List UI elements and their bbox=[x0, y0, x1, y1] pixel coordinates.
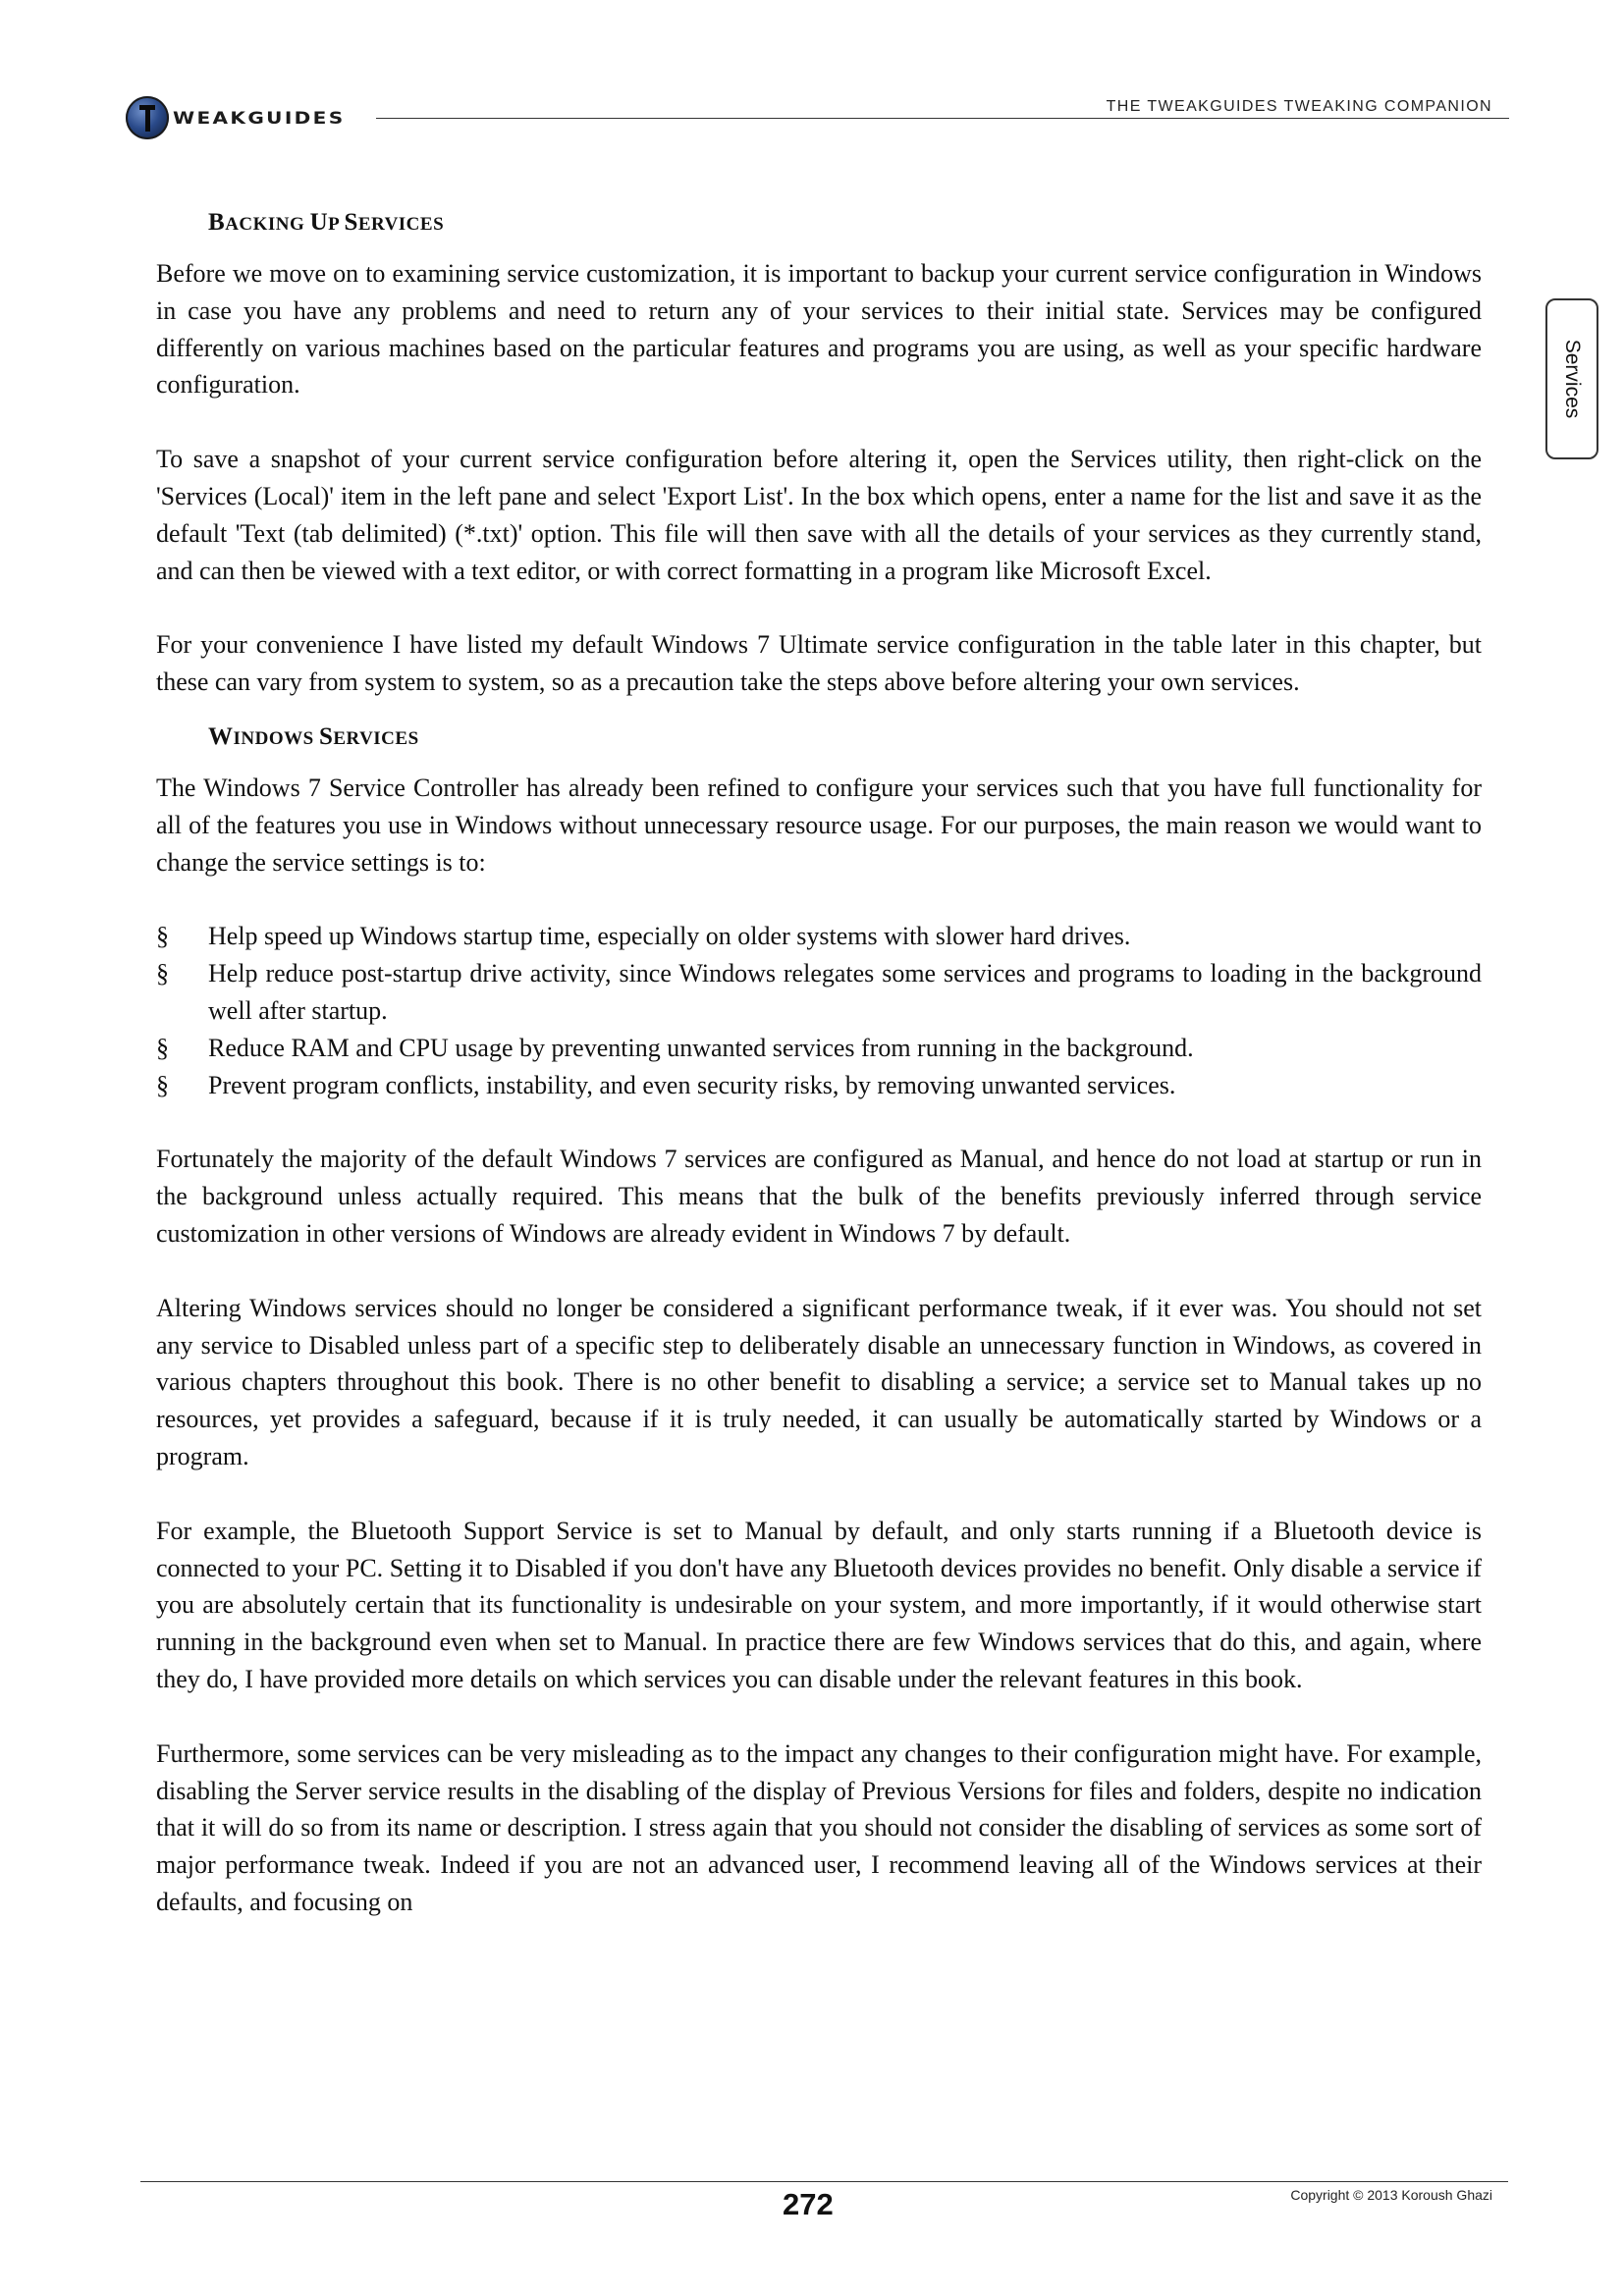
paragraph: Altering Windows services should no longer be considered a significant performance tweak, if it ever was. You should not set any service to Disabled unless part of a specific step to deliberately disable an unnecessary function in Windows, as covered in various chapters throughout this book. There is no other benefit to disabling a service; a service set to Manual takes up no resources, yet provides a safeguard, because if it is truly needed, it can usually be automatically started by Windows or a program. bbox=[156, 1293, 1482, 1470]
section-heading-backing-up: BACKING UP SERVICES bbox=[208, 209, 445, 236]
bullet-list bbox=[156, 918, 1482, 1103]
page-header bbox=[0, 0, 1624, 157]
paragraph: The Windows 7 Service Controller has already been refined to configure your services such that you have full functionality for all of the features you use in Windows without unnecessary resource usage. For our purposes, the main reason we would want to change the service settings is to: bbox=[156, 773, 1482, 877]
section-sign-bullet: § bbox=[156, 959, 169, 988]
list-item-text: Prevent program conflicts, instability, and even security risks, by removing unwanted services. bbox=[208, 1070, 1176, 1099]
list-item-text: Reduce RAM and CPU usage by preventing unwanted services from running in the background. bbox=[208, 1033, 1194, 1062]
tweakguides-logo bbox=[126, 94, 377, 145]
section-sign-bullet: § bbox=[156, 922, 169, 951]
page-body bbox=[156, 206, 1482, 1958]
paragraph: Fortunately the majority of the default Windows 7 services are configured as Manual, and hence do not load at startup or run in the background unless actually required. This means that the bulk of the benefits previously inferred through service customization in other versions of Windows are already evident in Windows 7 by default. bbox=[156, 1145, 1482, 1248]
paragraph: For your convenience I have listed my default Windows 7 Ultimate service configuration in the table later in this chapter, but these can vary from system to system, so as a precaution take the steps above before altering your own services. bbox=[156, 630, 1482, 697]
chapter-side-tab-label: Services bbox=[1561, 339, 1584, 419]
footer-divider bbox=[140, 2181, 1508, 2182]
list-item bbox=[156, 1030, 1482, 1067]
paragraph: Furthermore, some services can be very misleading as to the impact any changes to their configuration might have. For example, disabling the Server service results in the disabling of the display of Previous Versions for files and folders, despite no indication that it will do so from its name or description. I stress again that you should not consider the disabling of services as some sort of major performance tweak. Indeed if you are not an advanced user, I recommend leaving all of the Windows services at their defaults, and focusing on bbox=[156, 1738, 1482, 1916]
list-item bbox=[156, 918, 1482, 955]
copyright-notice: Copyright © 2013 Koroush Ghazi bbox=[1290, 2187, 1492, 2203]
section-sign-bullet: § bbox=[156, 1070, 169, 1099]
chapter-side-tab bbox=[1545, 298, 1598, 459]
page-number: 272 bbox=[783, 2187, 834, 2221]
list-item bbox=[156, 1067, 1482, 1104]
list-item-text: Help reduce post-startup drive activity, since Windows relegates some services and programs to loading in the background well after startup. bbox=[208, 959, 1482, 1025]
header-divider bbox=[376, 118, 1509, 119]
paragraph: For example, the Bluetooth Support Service is set to Manual by default, and only starts running if a Bluetooth device is connected to your PC. Setting it to Disabled if you don't have any Bluetooth devices provides no benefit. Only disable a service if you are absolutely certain that its functionality is undesirable on your system, and more importantly, if it would otherwise start running in the background even when set to Manual. In practice there are few Windows services that do this, and again, where they do, I have provided more details on which services you can disable under the relevant features in this book. bbox=[156, 1516, 1482, 1693]
list-item-text: Help speed up Windows startup time, especially on older systems with slower hard drives. bbox=[208, 922, 1131, 951]
running-header-title: THE TWEAKGUIDES TWEAKING COMPANION bbox=[1106, 98, 1492, 115]
section-sign-bullet: § bbox=[156, 1033, 169, 1062]
paragraph: Before we move on to examining service customization, it is important to backup your current service configuration in Windows in case you have any problems and need to return any of your services to their initial state. Services may be configured differently on various machines based on the particular features and programs you are using, as well as your specific hardware configuration. bbox=[156, 259, 1482, 400]
logo-emblem-icon bbox=[126, 96, 169, 139]
list-item bbox=[156, 955, 1482, 1030]
paragraph: To save a snapshot of your current service configuration before altering it, open the Services utility, then right-click on the 'Services (Local)' item in the left pane and select 'Export List'. In the box which opens, enter a name for the list and save it as the default 'Text (tab delimited) (*.txt)' option. This file will then save with all the details of your services as they currently stand, and can then be viewed with a text editor, or with correct formatting in a program like Microsoft Excel. bbox=[156, 445, 1482, 585]
logo-wordmark: WEAKGUIDES bbox=[173, 109, 346, 129]
section-heading-windows-services: WINDOWS SERVICES bbox=[208, 722, 419, 750]
